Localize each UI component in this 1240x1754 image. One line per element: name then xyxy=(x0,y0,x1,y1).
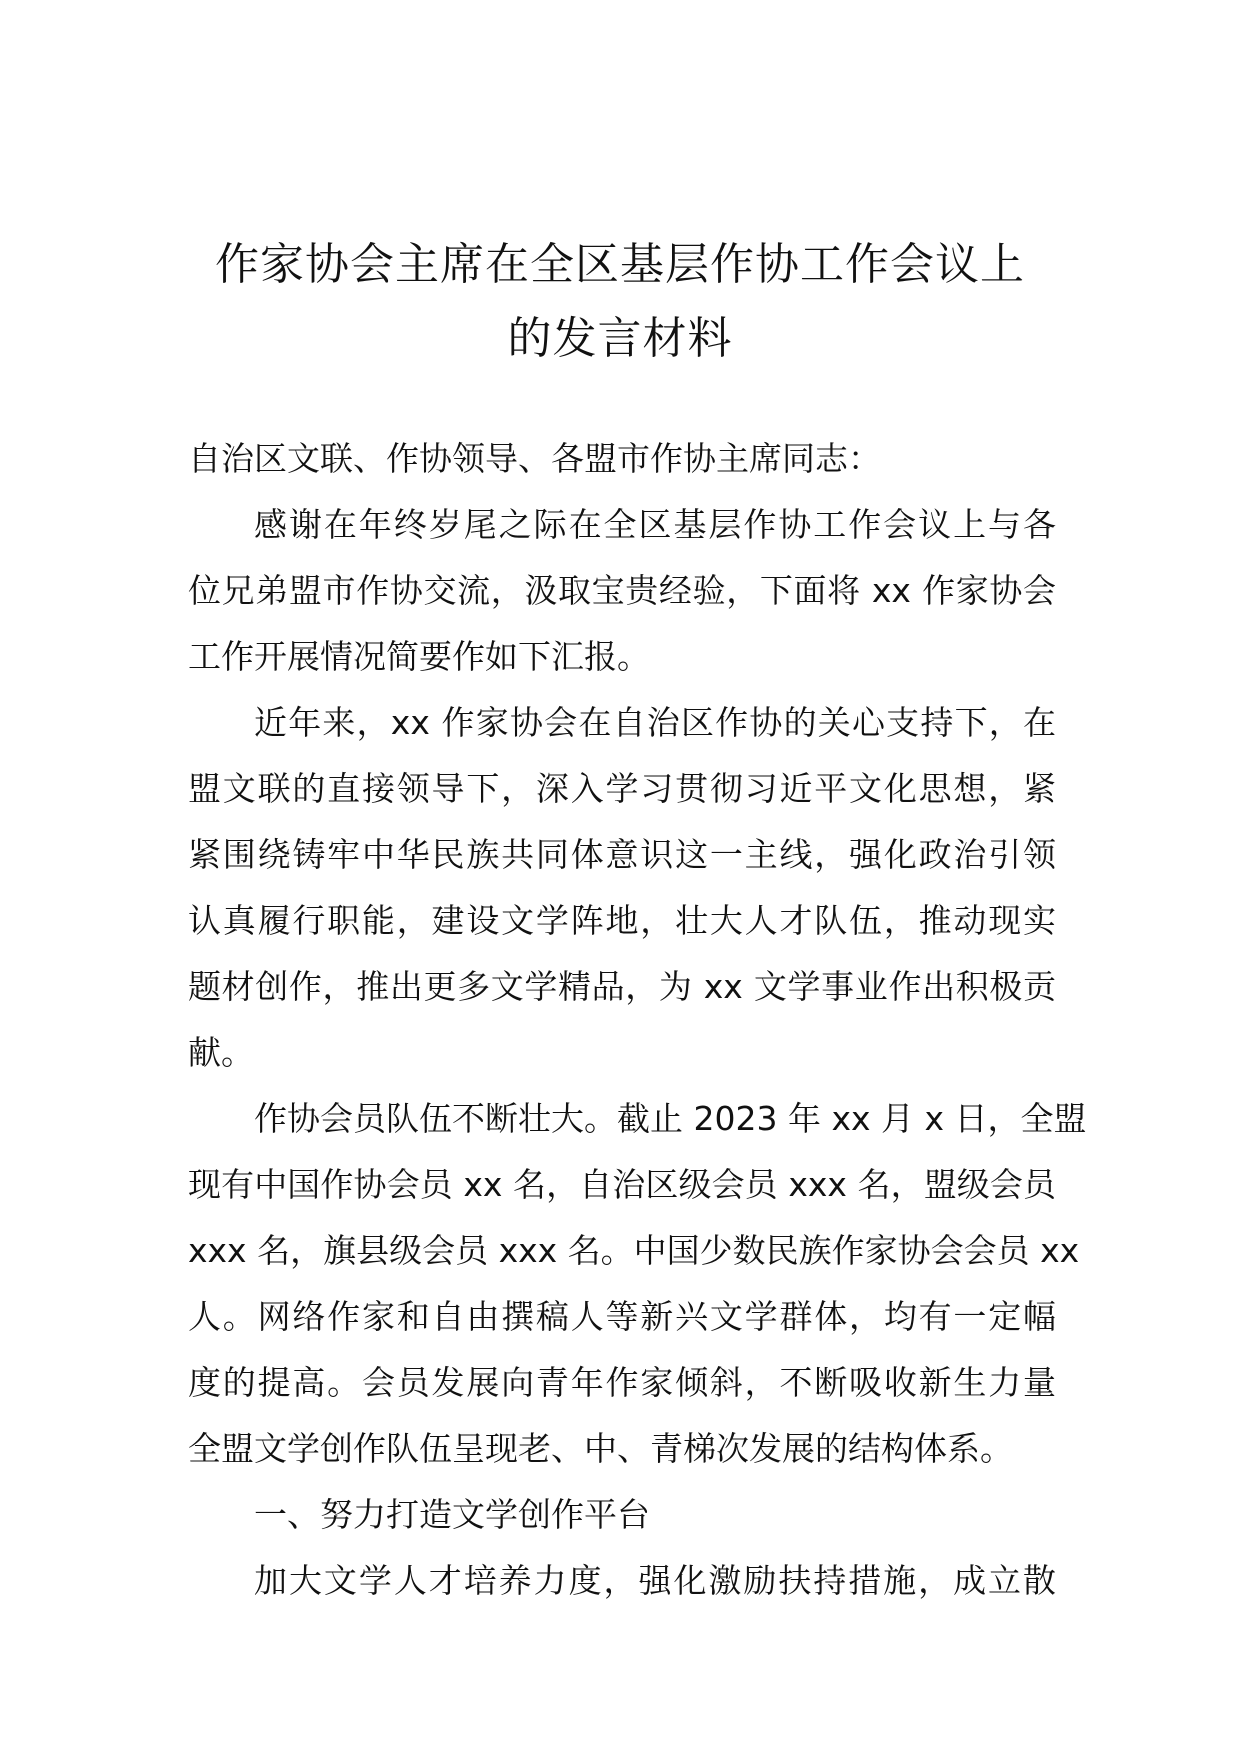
paragraph-line: 题材创作，推出更多文学精品，为 xx 文学事业作出积极贡 xyxy=(188,967,1056,1006)
paragraph-4 xyxy=(188,1548,1056,1614)
paragraph-line: xxx 名，旗县级会员 xxx 名。中国少数民族作家协会会员 xx xyxy=(188,1231,1080,1270)
salutation-line: 自治区文联、作协领导、各盟市作协主席同志： xyxy=(188,439,881,478)
paragraph-3 xyxy=(188,1086,1087,1482)
document-title xyxy=(190,228,1050,376)
paragraph-line: 加大文学人才培养力度，强化激励扶持措施，成立散 xyxy=(254,1561,1056,1600)
paragraph-line: 位兄弟盟市作协交流，汲取宝贵经验，下面将 xx 作家协会 xyxy=(188,571,1056,610)
paragraph-line: 人。网络作家和自由撰稿人等新兴文学群体，均有一定幅 xyxy=(188,1297,1056,1336)
paragraph-line: 度的提高。会员发展向青年作家倾斜，不断吸收新生力量 xyxy=(188,1363,1056,1402)
section-heading-1 xyxy=(188,1482,1056,1548)
title-line-1: 作家协会主席在全区基层作协工作会议上 xyxy=(215,239,1025,290)
paragraph-line: 紧围绕铸牢中华民族共同体意识这一主线，强化政治引领 xyxy=(188,835,1056,874)
paragraph-1 xyxy=(188,492,1056,690)
paragraph-line: 现有中国作协会员 xx 名，自治区级会员 xxx 名，盟级会员 xyxy=(188,1165,1056,1204)
paragraph-line: 盟文联的直接领导下，深入学习贯彻习近平文化思想，紧 xyxy=(188,769,1056,808)
paragraph-line: 感谢在年终岁尾之际在全区基层作协工作会议上与各 xyxy=(254,505,1056,544)
section-heading-line: 一、努力打造文学创作平台 xyxy=(254,1495,650,1534)
paragraph-line: 作协会员队伍不断壮大。截止 2023 年 xx 月 x 日，全盟 xyxy=(254,1099,1087,1138)
title-line-2: 的发言材料 xyxy=(507,313,733,364)
paragraph-line: 工作开展情况简要作如下汇报。 xyxy=(188,637,650,676)
paragraph-line: 献。 xyxy=(188,1033,254,1072)
paragraph-line: 近年来，xx 作家协会在自治区作协的关心支持下，在 xyxy=(254,703,1056,742)
paragraph-line: 全盟文学创作队伍呈现老、中、青梯次发展的结构体系。 xyxy=(188,1429,1013,1468)
paragraph-2 xyxy=(188,690,1056,1086)
document-body xyxy=(188,426,1087,1614)
salutation xyxy=(188,426,1056,492)
paragraph-line: 认真履行职能，建设文学阵地，壮大人才队伍，推动现实 xyxy=(188,901,1056,940)
